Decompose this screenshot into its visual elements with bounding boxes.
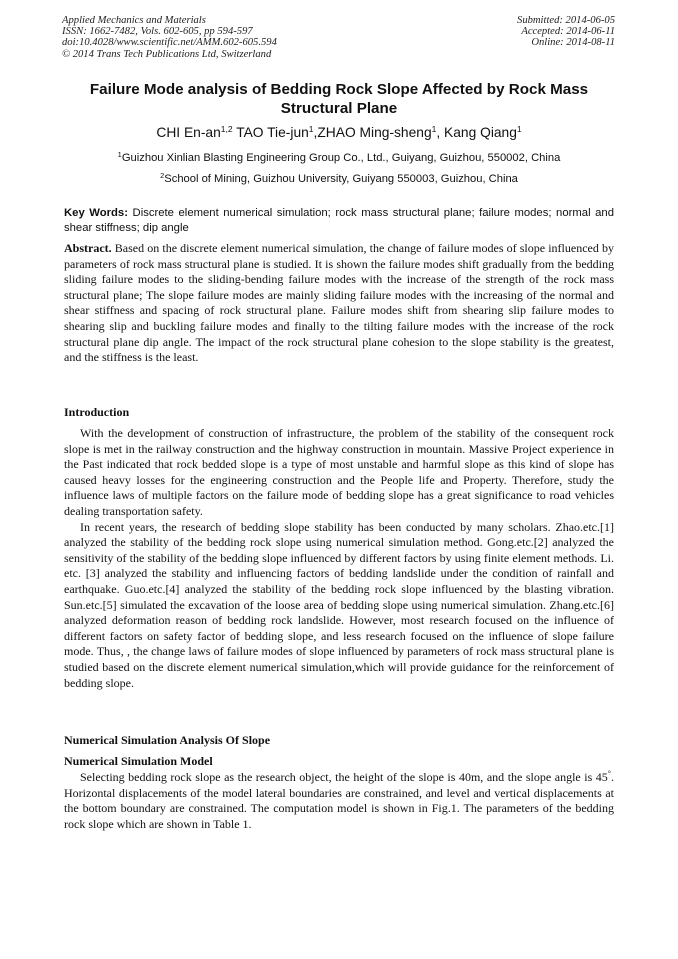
introduction-paragraph: In recent years, the research of bedding slope stability has been conducted by many scholars. Zhao.etc.[1] analyzed the stability of the bedding rock slope using numerical simulation method. Gong.etc.[2] analyzed the sensitivity of the stability of the bedding slope influenced by different factors by using finite element methods. Li. etc. [3] analyzed the stability and influencing factors of bedding landslide under the condition of rainfall and earthquake. Guo.etc.[4] analyzed the stability of the bedding rock slope influenced by the blasting vibration. Sun.etc.[5] simulated the excavation of the loose area of bedding slope using numerical simulation. Zhang.etc.[6] analyzed deformation reason of bedding rock landslide. However, most research focused on the influence of different factors on safety factor of bedding slope, and less research focused on the influence of slope failure mode. Thus, , the change laws of failure modes of slope influenced by parameters of rock mass structural plane is studied based on the discrete element numerical simulation,which will provide guidance for the reinforcement of bedding slope. (64, 519, 614, 690)
keywords-text: Discrete element numerical simulation; rock mass structural plane; failure modes; normal and shear stiffness; dip angle (64, 207, 614, 234)
paragraph-text: . Horizontal displacements of the model lateral boundaries are constrained, and level and vertical displacements at the bottom boundary are constrained. The computation model is shown in Fig.1. The parameters of the bedding rock slope which are shown in Table 1. (64, 770, 614, 831)
affiliation-mark: 2 (160, 171, 165, 180)
keywords (64, 206, 614, 236)
submitted-date: Submitted: 2014-06-05 (517, 15, 615, 26)
affiliation-mark: 1 (117, 150, 122, 159)
author-name: Kang Qiang (444, 125, 517, 140)
author-affiliation-mark: 1 (431, 124, 437, 134)
paper-title: Failure Mode analysis of Bedding Rock Slope Affected by Rock Mass Structural Plane (89, 81, 589, 117)
affiliation-text: Guizhou Xinlian Blasting Engineering Group Co., Ltd., Guiyang, Guizhou, 550002, China (121, 152, 561, 164)
journal-copyright: © 2014 Trans Tech Publications Ltd, Switzerland (62, 48, 272, 60)
accepted-date: Accepted: 2014-06-11 (521, 26, 615, 38)
introduction-paragraph: With the development of construction of infrastructure, the problem of the stability of the consequent rock slope is met in the railway construction and the highway construction in mountain. Massive Project experience in the Past indicated that rock bedded slope is a type of most unstable and harmful slope as this kind of slope has caused heavy losses for the engineering construction and the People life and Property. Therefore, study the influence laws of multiple factors on the failure mode of bedding slope has a great significance to road vehicles dealing transportation safety. (64, 426, 614, 518)
introduction-heading: Introduction (64, 405, 130, 419)
abstract-text: Based on the discrete element numerical simulation, the change of failure modes of slope influenced by parameters of rock mass structural plane is studied. It is shown the failure modes shift gradually from the bedding sliding failure modes to the sliding-bending failure modes with the increase of the strength of the rock mass structural plane; The slope failure modes are mainly sliding failure modes with the increasing of the normal and shear stiffness and spacing of rock structural plane. Failure modes shift from shearing slip failure modes to shearing slip and buckling failure modes and finally to the tilting failure modes with the increase of the rock structural plane dip angle. The impact of the rock structural plane cohesion to the slope stability is the greatest, and the stiffness is the least. (64, 241, 614, 365)
abstract-label: Abstract. (64, 241, 112, 255)
simulation-model-body (64, 770, 614, 832)
author-name: CHI En-an (156, 125, 221, 140)
affiliation-text: School of Mining, Guizhou University, Guiyang 550003, Guizhou, China (164, 173, 518, 185)
author-affiliation-mark: 1 (516, 124, 522, 134)
journal-name: Applied Mechanics and Materials (62, 15, 206, 26)
journal-doi: doi:10.4028/www.scientific.net/AMM.602-605.594 (62, 37, 277, 49)
journal-info (62, 15, 277, 60)
abstract (64, 241, 614, 366)
introduction-body (64, 426, 614, 691)
keywords-label: Key Words: (64, 207, 128, 219)
degree-mark: ° (607, 769, 611, 778)
online-date: Online: 2014-08-11 (531, 37, 615, 49)
simulation-model-paragraph (64, 770, 614, 832)
author-affiliation-mark: 1,2 (220, 124, 233, 134)
author-name: ZHAO Ming-sheng (317, 125, 432, 140)
affiliation-1 (64, 151, 614, 165)
author-name: TAO Tie-jun (236, 125, 309, 140)
submission-dates (517, 15, 615, 49)
numerical-simulation-heading: Numerical Simulation Analysis Of Slope (64, 733, 271, 747)
simulation-model-subheading: Numerical Simulation Model (64, 754, 213, 768)
author-list (64, 124, 614, 142)
author-separator: , (313, 125, 318, 140)
affiliation-2 (64, 172, 614, 186)
author-separator: , (436, 125, 445, 140)
author-affiliation-mark: 1 (308, 124, 314, 134)
journal-issn: ISSN: 1662-7482, Vols. 602-605, pp 594-597 (62, 26, 253, 38)
paragraph-text: Selecting bedding rock slope as the research object, the height of the slope is 40m, and the slope angle is 45 (80, 770, 608, 784)
